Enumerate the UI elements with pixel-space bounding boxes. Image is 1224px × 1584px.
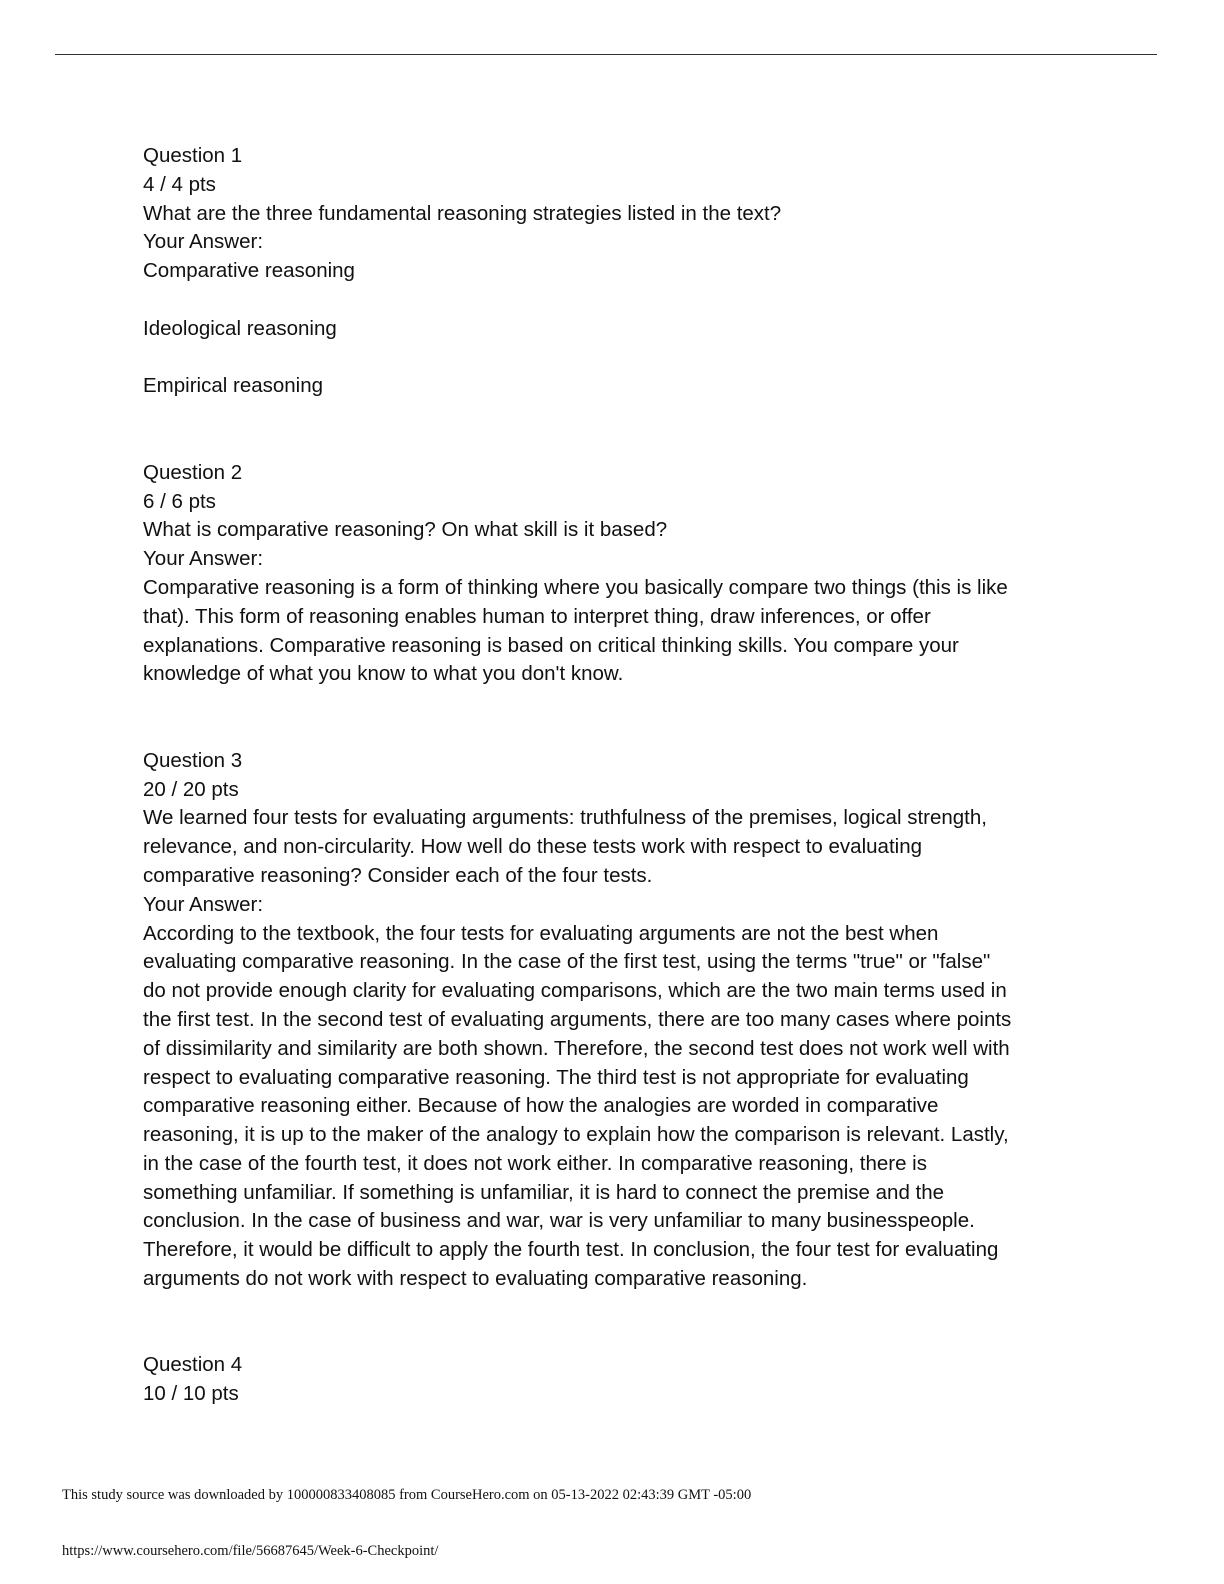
question-points: 10 / 10 pts bbox=[143, 1382, 239, 1406]
answer-item: Ideological reasoning bbox=[143, 316, 337, 340]
answer-line: knowledge of what you know to what you don't know. bbox=[143, 662, 624, 686]
question-2 bbox=[143, 459, 1083, 689]
answer-line: Comparative reasoning is a form of thinking where you basically compare two things (this is like bbox=[143, 575, 1008, 599]
download-source-notice: This study source was downloaded by 100000833408085 from CourseHero.com on 05-13-2022 02:43:39 GMT -05:00 bbox=[62, 1487, 752, 1503]
answer-line: arguments do not work with respect to evaluating comparative reasoning. bbox=[143, 1267, 808, 1291]
answer-line: in the case of the fourth test, it does not work either. In comparative reasoning, there is bbox=[143, 1151, 927, 1175]
question-points: 20 / 20 pts bbox=[143, 777, 239, 801]
answer-line: the first test. In the second test of evaluating arguments, there are too many cases where points bbox=[143, 1007, 1012, 1031]
answer-line: Therefore, it would be difficult to apply the fourth test. In conclusion, the four test for evaluating bbox=[143, 1238, 999, 1262]
answer-text bbox=[143, 920, 1083, 1294]
answer-line: conclusion. In the case of business and war, war is very unfamiliar to many businesspeople. bbox=[143, 1209, 975, 1233]
answer-text bbox=[143, 574, 1083, 689]
question-points: 6 / 6 pts bbox=[143, 489, 216, 513]
question-prompt bbox=[143, 804, 1083, 890]
prompt-line: We learned four tests for evaluating arguments: truthfulness of the premises, logical strength, bbox=[143, 806, 987, 830]
top-divider bbox=[55, 54, 1157, 55]
answer-list bbox=[143, 257, 1083, 401]
question-3 bbox=[143, 747, 1083, 1294]
answer-item: Empirical reasoning bbox=[143, 374, 324, 398]
answer-line: According to the textbook, the four tests for evaluating arguments are not the best when bbox=[143, 921, 939, 945]
source-url[interactable]: https://www.coursehero.com/file/56687645/Week-6-Checkpoint/ bbox=[62, 1543, 439, 1559]
answer-line: reasoning, it is up to the maker of the analogy to explain how the comparison is relevant. Lastly, bbox=[143, 1123, 1009, 1147]
answer-line: of dissimilarity and similarity are both shown. Therefore, the second test does not work well with bbox=[143, 1036, 1010, 1060]
answer-line: that). This form of reasoning enables human to interpret thing, draw inferences, or offer bbox=[143, 604, 931, 628]
question-title: Question 2 bbox=[143, 460, 243, 484]
answer-label: Your Answer: bbox=[143, 547, 264, 571]
answer-line: evaluating comparative reasoning. In the case of the first test, using the terms "true" or "false" bbox=[143, 950, 991, 974]
prompt-line: relevance, and non-circularity. How well do these tests work with respect to evaluating bbox=[143, 835, 922, 859]
answer-line: explanations. Comparative reasoning is based on critical thinking skills. You compare your bbox=[143, 633, 959, 657]
answer-line: comparative reasoning either. Because of how the analogies are worded in comparative bbox=[143, 1094, 939, 1118]
question-1 bbox=[143, 142, 1083, 401]
answer-line: respect to evaluating comparative reasoning. The third test is not appropriate for evaluating bbox=[143, 1065, 969, 1089]
question-prompt: What is comparative reasoning? On what skill is it based? bbox=[143, 518, 668, 542]
answer-label: Your Answer: bbox=[143, 230, 264, 254]
document-body bbox=[143, 142, 1083, 1409]
question-title: Question 1 bbox=[143, 144, 243, 167]
answer-label: Your Answer: bbox=[143, 892, 264, 916]
question-title: Question 4 bbox=[143, 1353, 243, 1377]
answer-item: Comparative reasoning bbox=[143, 259, 355, 283]
answer-line: something unfamiliar. If something is unfamiliar, it is hard to connect the premise and the bbox=[143, 1180, 945, 1204]
question-prompt: What are the three fundamental reasoning strategies listed in the text? bbox=[143, 201, 782, 225]
question-4 bbox=[143, 1351, 1083, 1409]
answer-line: do not provide enough clarity for evaluating comparisons, which are the two main terms used in bbox=[143, 979, 1007, 1003]
question-title: Question 3 bbox=[143, 748, 243, 772]
prompt-line: comparative reasoning? Consider each of the four tests. bbox=[143, 863, 653, 887]
question-points: 4 / 4 pts bbox=[143, 172, 216, 196]
